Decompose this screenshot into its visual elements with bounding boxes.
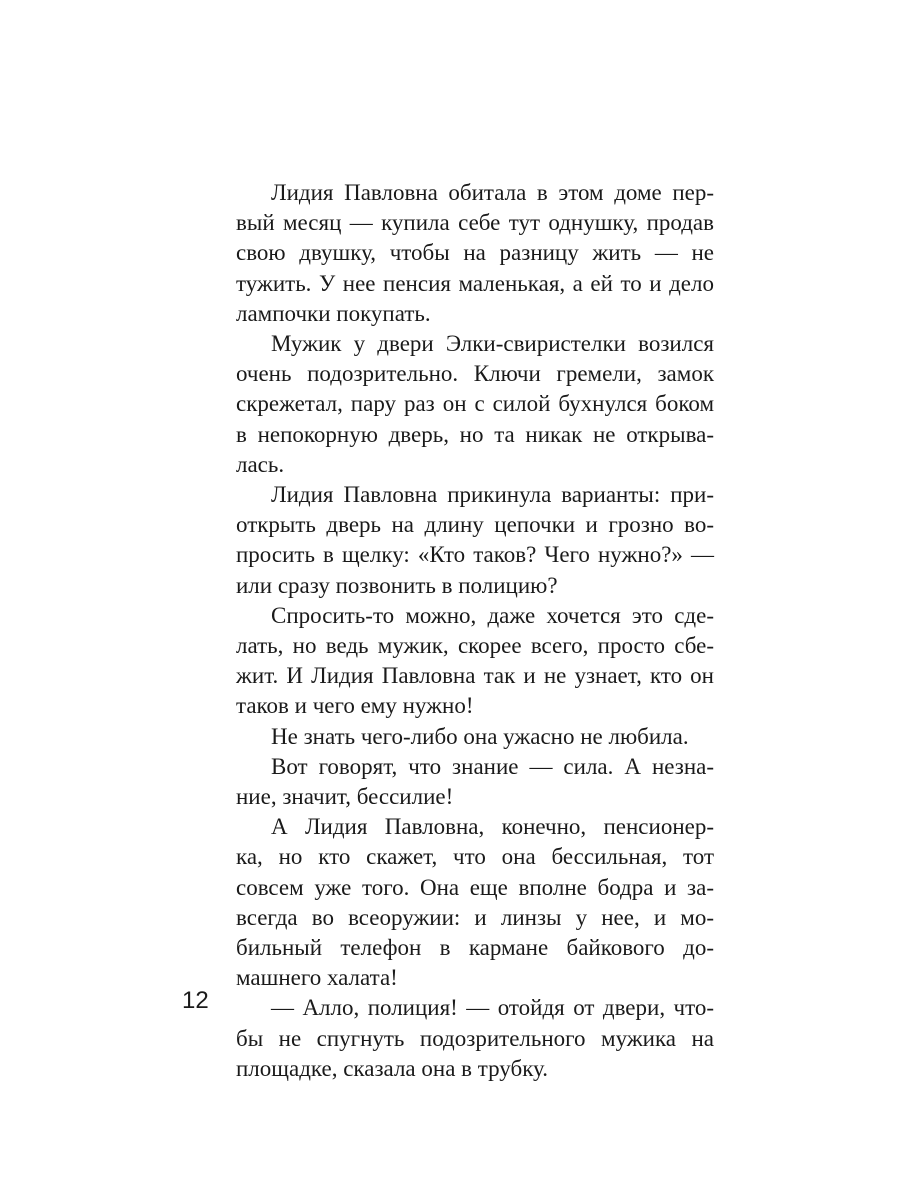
- text-line: ка, но кто скажет, что она бессильная, тот: [236, 844, 714, 870]
- text-line: лампочки покупать.: [236, 300, 431, 326]
- text-line: совсем уже того. Она еще вполне бодра и за-: [236, 874, 714, 900]
- paragraph: [236, 993, 714, 1084]
- text-line: Спросить-то можно, даже хочется это сде-: [271, 602, 714, 628]
- page-number: 12: [182, 987, 209, 1014]
- text-line: Мужик у двери Элки-свиристелки возился: [271, 331, 714, 357]
- paragraph: [236, 752, 714, 812]
- paragraph: [236, 722, 714, 752]
- paragraph: [236, 601, 714, 722]
- text-line: Лидия Павловна прикинула варианты: при-: [271, 482, 714, 508]
- paragraph: [236, 329, 714, 480]
- text-line: площадке, сказала она в трубку.: [236, 1055, 548, 1081]
- text-line: свою двушку, чтобы на разницу жить — не: [236, 240, 714, 266]
- text-line: — Алло, полиция! — отойдя от двери, что-: [271, 995, 714, 1021]
- text-line: вый месяц — купила себе тут однушку, продав: [236, 210, 714, 236]
- text-line: скрежетал, пару раз он с силой бухнулся боком: [236, 391, 714, 417]
- paragraph: [236, 178, 714, 329]
- text-line: открыть дверь на длину цепочки и грозно во-: [236, 512, 714, 538]
- paragraph: [236, 812, 714, 993]
- text-line: лать, но ведь мужик, скорее всего, просто сбе-: [236, 633, 714, 659]
- text-line: Не знать чего-либо она ужасно не любила.: [271, 723, 689, 749]
- text-line: очень подозрительно. Ключи гремели, замок: [236, 361, 714, 387]
- text-line: ние, значит, бессилие!: [236, 784, 454, 810]
- text-line: Вот говорят, что знание — сила. А незна-: [271, 753, 714, 779]
- text-line: таков и чего ему нужно!: [236, 693, 474, 719]
- text-line: или сразу позвонить в полицию?: [236, 572, 558, 598]
- body-text: [236, 178, 714, 1084]
- text-line: А Лидия Павловна, конечно, пенсионер-: [271, 814, 714, 840]
- text-line: в непокорную дверь, но та никак не открыва-: [236, 421, 714, 447]
- text-line: просить в щелку: «Кто таков? Чего нужно?» —: [236, 542, 714, 568]
- text-line: Лидия Павловна обитала в этом доме пер-: [271, 180, 714, 205]
- text-line: жит. И Лидия Павловна так и не узнает, кто он: [236, 663, 714, 689]
- text-line: машнего халата!: [236, 965, 398, 991]
- paragraph: [236, 480, 714, 601]
- text-line: лась.: [236, 451, 285, 477]
- text-line: тужить. У нее пенсия маленькая, а ей то и дело: [236, 270, 714, 296]
- text-line: всегда во всеоружии: и линзы у нее, и мо-: [236, 904, 714, 930]
- text-line: бы не спугнуть подозрительного мужика на: [236, 1025, 714, 1051]
- text-line: бильный телефон в кармане байкового до-: [236, 935, 714, 961]
